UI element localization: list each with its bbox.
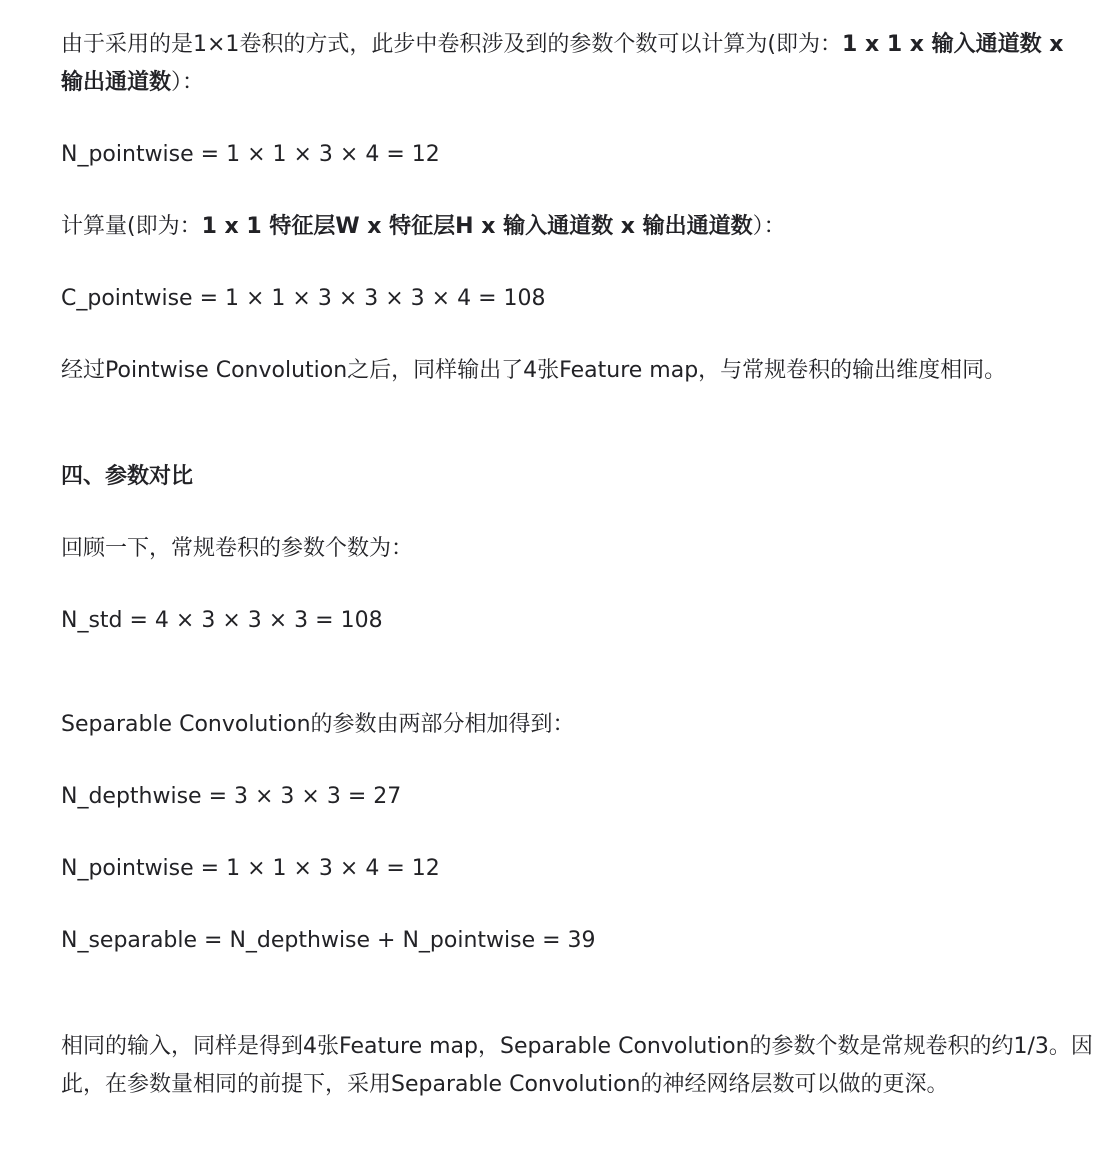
equation-n-depthwise: N_depthwise = 3 × 3 × 3 = 27 xyxy=(61,784,402,809)
formula-bold: 1 x 1 特征层W x 特征层H x 输入通道数 x 输出通道数 xyxy=(201,214,753,239)
paragraph-separable-intro: Separable Convolution的参数由两部分相加得到： xyxy=(61,712,575,737)
equation-n-pointwise-2: N_pointwise = 1 × 1 × 3 × 4 = 12 xyxy=(61,856,440,881)
paragraph-compute-cost xyxy=(61,208,1093,246)
paragraph-text-end: ）： xyxy=(171,70,205,95)
paragraph-text-end: ）： xyxy=(752,214,786,239)
paragraph-review: 回顾一下，常规卷积的参数个数为： xyxy=(61,536,414,561)
paragraph-text: 由于采用的是1×1卷积的方式，此步中卷积涉及到的参数个数可以计算为(即为： xyxy=(61,32,843,57)
equation-n-separable: N_separable = N_depthwise + N_pointwise = 39 xyxy=(61,928,596,953)
section-heading: 四、参数对比 xyxy=(61,464,194,489)
formula-bold: 1 x 1 x 输入通道数 x 输出通道数 xyxy=(61,32,1064,95)
paragraph-output-dimension: 经过Pointwise Convolution之后，同样输出了4张Feature map，与常规卷积的输出维度相同。 xyxy=(61,358,1007,383)
equation-n-pointwise: N_pointwise = 1 × 1 × 3 × 4 = 12 xyxy=(61,142,440,167)
paragraph-conclusion: 相同的输入，同样是得到4张Feature map，Separable Convolution的参数个数是常规卷积的约1/3。因此，在参数量相同的前提下，采用Separable Convolution的神经网络层数可以做的更深。 xyxy=(61,1034,1093,1097)
paragraph-text: 计算量(即为： xyxy=(61,214,202,239)
paragraph-pointwise-params xyxy=(61,26,1093,102)
equation-n-std: N_std = 4 × 3 × 3 × 3 = 108 xyxy=(61,608,383,633)
equation-c-pointwise: C_pointwise = 1 × 1 × 3 × 3 × 3 × 4 = 108 xyxy=(61,286,546,311)
